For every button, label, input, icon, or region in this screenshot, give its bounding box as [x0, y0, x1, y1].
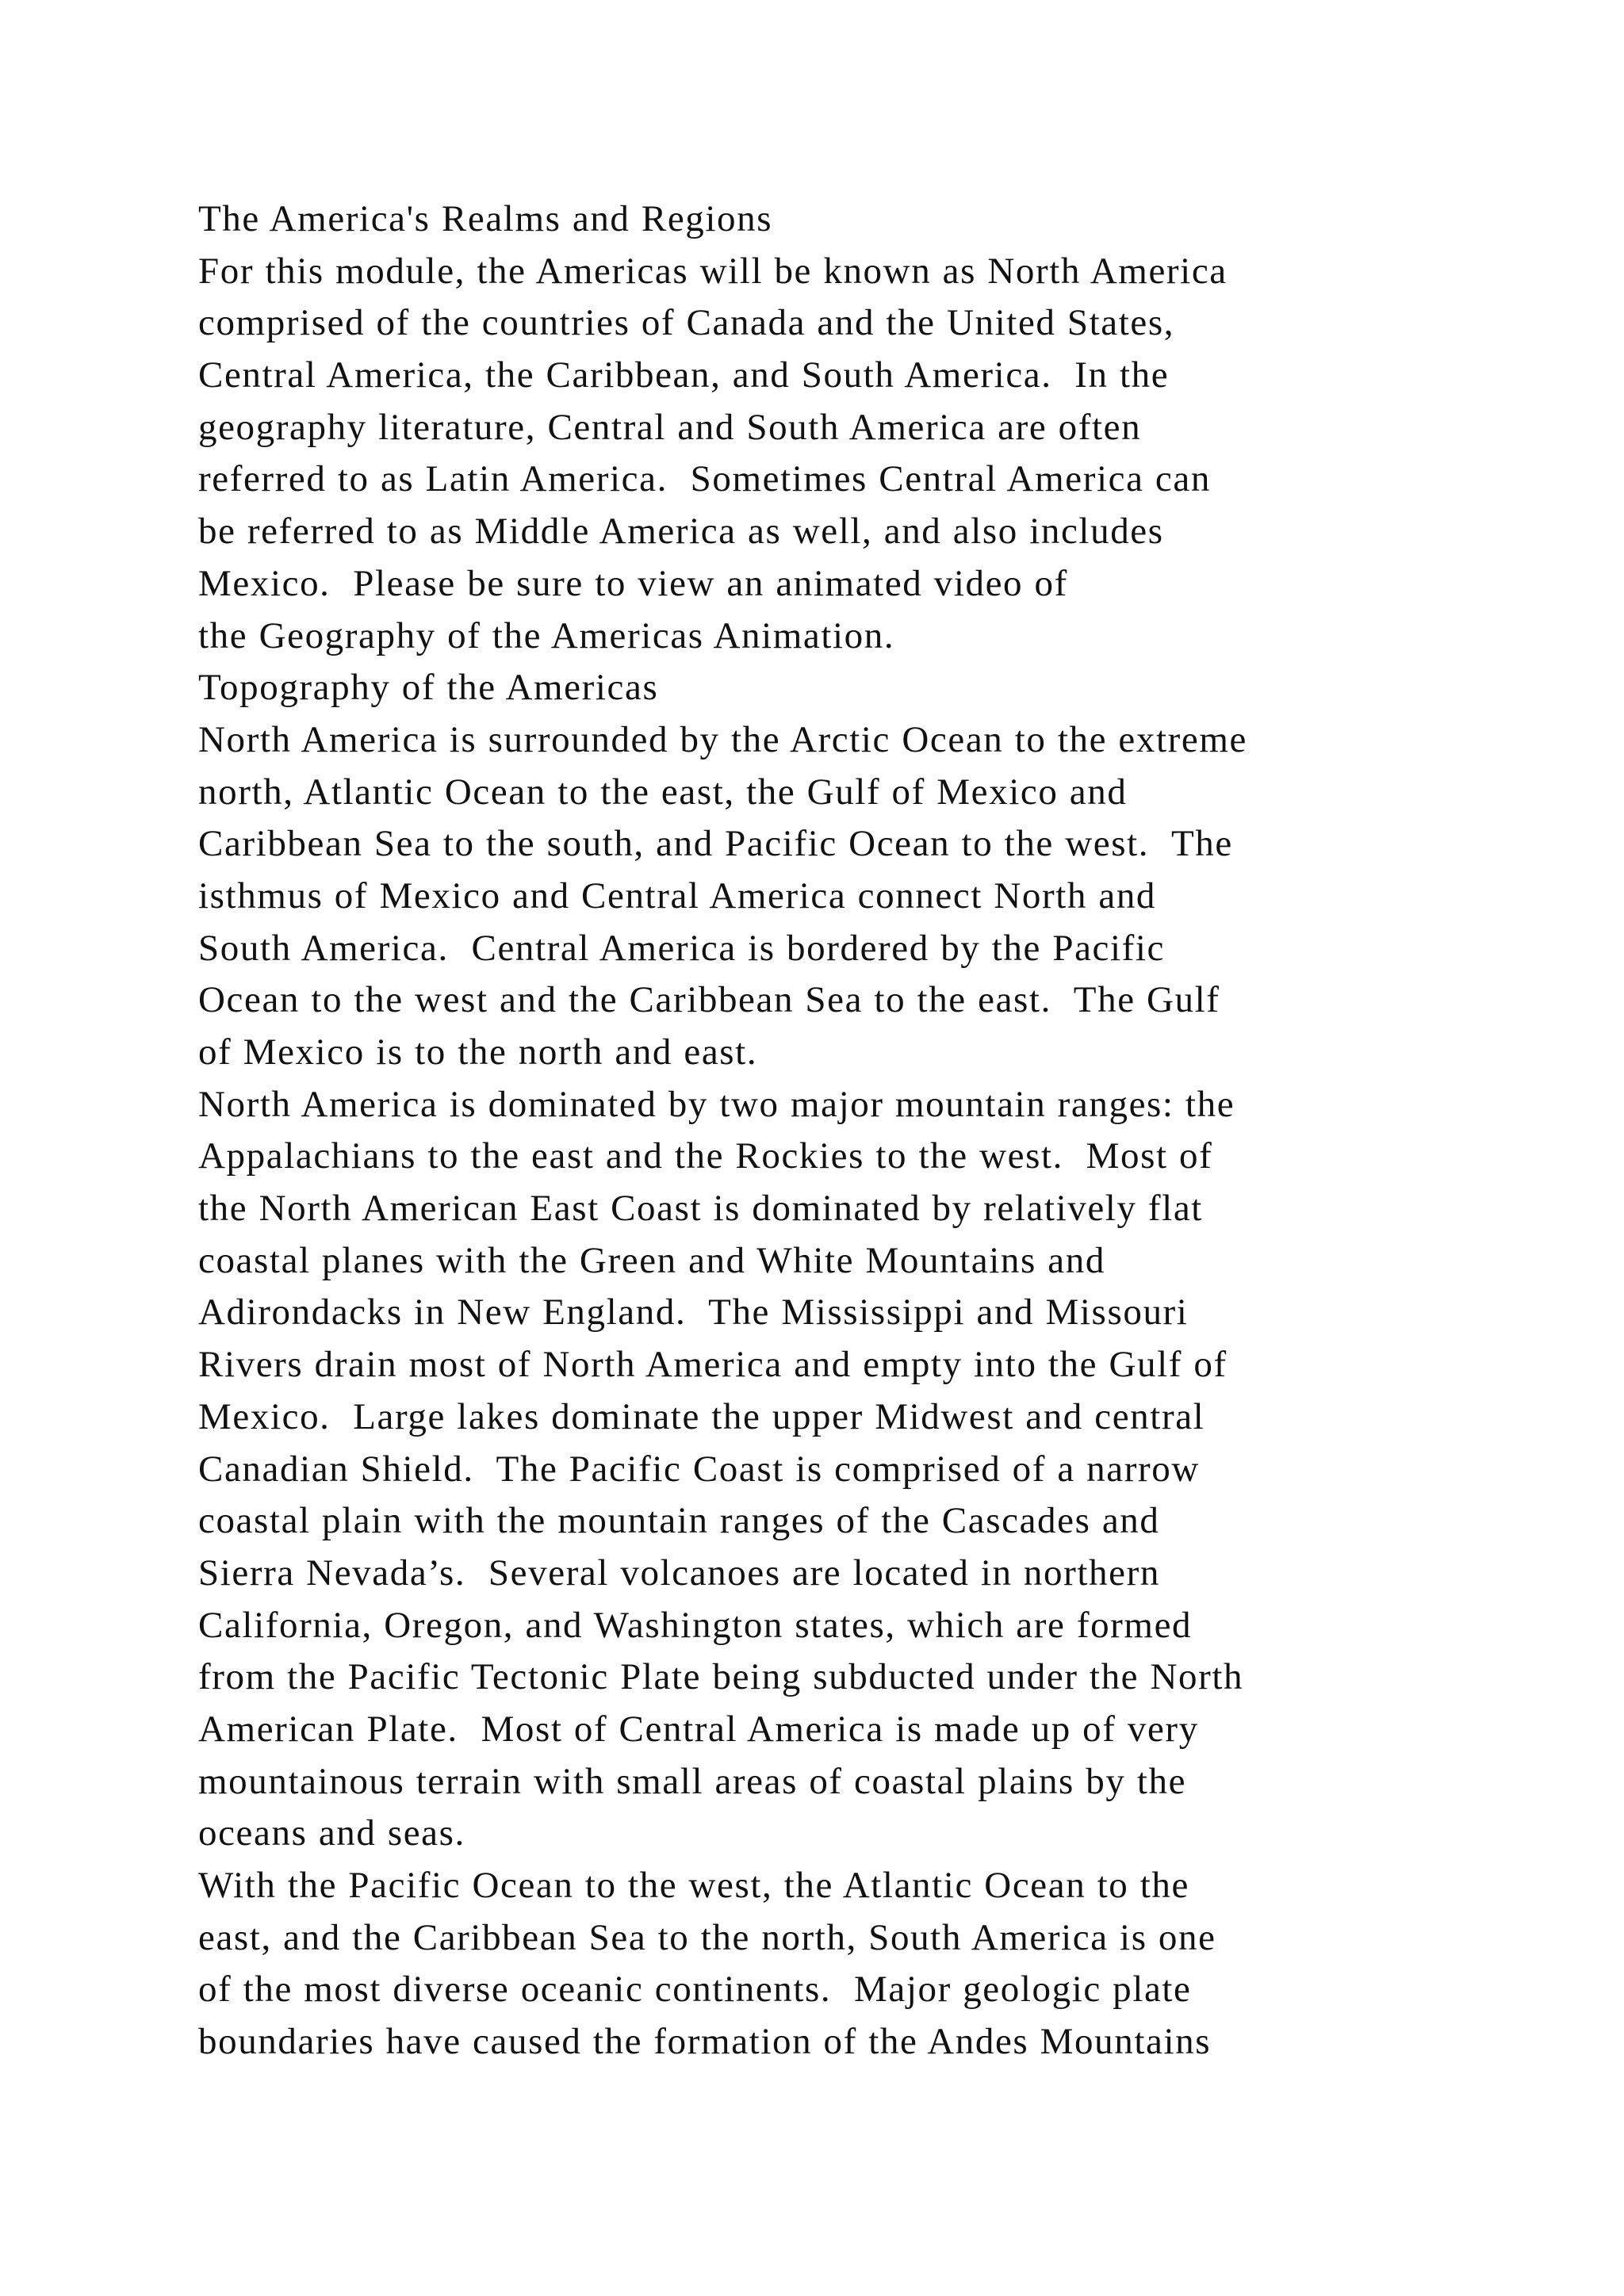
text-line: of the most diverse oceanic continents. Major geologic plate — [198, 1969, 1192, 2011]
text-line: For this module, the Americas will be known as North America — [198, 250, 1228, 292]
text-line: east, and the Caribbean Sea to the north, South America is one — [198, 1916, 1216, 1958]
text-line: oceans and seas. — [198, 1812, 465, 1854]
text-line: Adirondacks in New England. The Mississippi and Missouri — [198, 1292, 1189, 1334]
text-line: geography literature, Central and South America are often — [198, 406, 1142, 448]
text-line: Ocean to the west and the Caribbean Sea to the east. The Gulf — [198, 979, 1220, 1021]
text-line: Central America, the Caribbean, and South America. In the — [198, 354, 1170, 396]
text-line: referred to as Latin America. Sometimes Central America can — [198, 458, 1211, 500]
text-line: coastal plain with the mountain ranges of the Cascades and — [198, 1500, 1160, 1542]
text-line: isthmus of Mexico and Central America connect North and — [198, 874, 1157, 916]
text-line: North America is dominated by two major mountain ranges: the — [198, 1083, 1235, 1125]
text-line: South America. Central America is bordered by the Pacific — [198, 927, 1166, 969]
animation-link-text[interactable]: the Geography of the Americas Animation. — [198, 614, 895, 656]
section-heading: Topography of the Americas — [198, 667, 659, 709]
text-line: Caribbean Sea to the south, and Pacific Ocean to the west. The — [198, 823, 1233, 865]
text-line: With the Pacific Ocean to the west, the Atlantic Ocean to the — [198, 1865, 1189, 1906]
text-line: be referred to as Middle America as well, and also includes — [198, 511, 1164, 553]
text-line: north, Atlantic Ocean to the east, the Gulf of Mexico and — [198, 771, 1128, 813]
document-body — [198, 193, 1546, 2068]
text-line: of Mexico is to the north and east. — [198, 1031, 758, 1073]
text-line: Sierra Nevada’s. Several volcanoes are located in northern — [198, 1552, 1160, 1594]
text-line: Mexico. Large lakes dominate the upper Midwest and central — [198, 1395, 1205, 1437]
text-line: boundaries have caused the formation of the Andes Mountains — [198, 2021, 1212, 2063]
text-line: California, Oregon, and Washington states, which are formed — [198, 1604, 1193, 1646]
text-line: American Plate. Most of Central America is made up of very — [198, 1708, 1199, 1750]
text-line: from the Pacific Tectonic Plate being subducted under the North — [198, 1656, 1244, 1698]
text-line: Canadian Shield. The Pacific Coast is comprised of a narrow — [198, 1448, 1200, 1490]
document-title: The America's Realms and Regions — [198, 198, 773, 239]
text-line: the North American East Coast is dominated by relatively flat — [198, 1188, 1203, 1230]
text-line: North America is surrounded by the Arctic Ocean to the extreme — [198, 718, 1247, 760]
text-line: Rivers drain most of North America and empty into the Gulf of — [198, 1344, 1228, 1386]
text-line: Mexico. Please be sure to view an animated video of — [198, 562, 1068, 604]
text-line: coastal planes with the Green and White Mountains and — [198, 1239, 1105, 1281]
text-line: Appalachians to the east and the Rockies to the west. Most of — [198, 1135, 1213, 1177]
text-line: comprised of the countries of Canada and the United States, — [198, 302, 1175, 344]
text-line: mountainous terrain with small areas of coastal plains by the — [198, 1760, 1187, 1802]
